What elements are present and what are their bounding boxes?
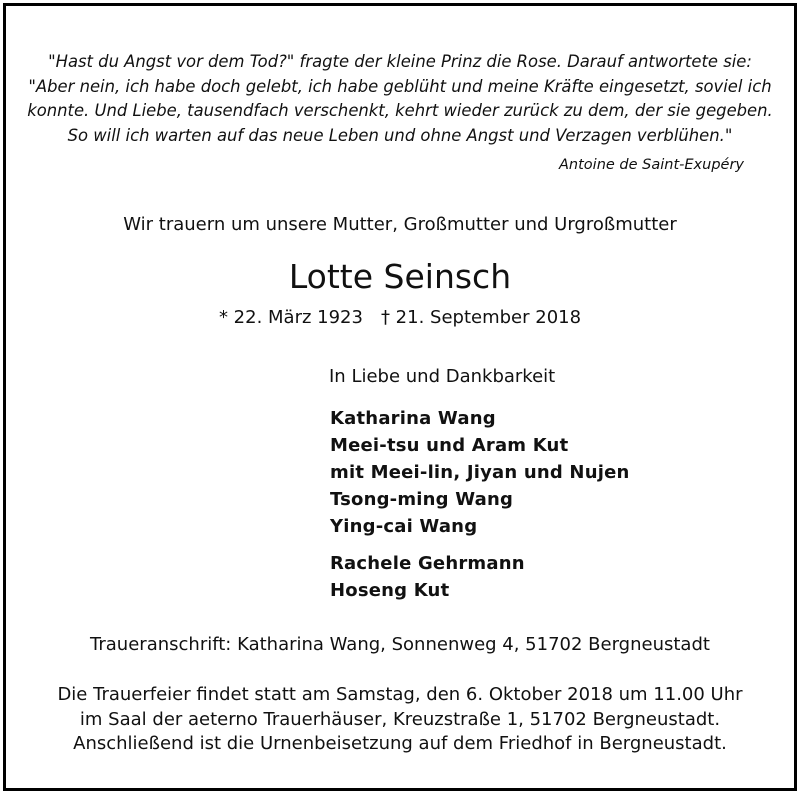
quote-line: So will ich warten auf das neue Leben und ohne Angst und Verzagen verblühen." <box>67 125 733 145</box>
mourner-name: Katharina Wang <box>330 408 496 429</box>
funeral-service-info <box>0 683 800 757</box>
quote-line: "Hast du Angst vor dem Tod?" fragte der kleine Prinz die Rose. Darauf antwortete sie: <box>48 52 752 71</box>
quote-author: Antoine de Saint-Exupéry <box>559 157 744 173</box>
mourner-name: Ying-cai Wang <box>330 516 478 537</box>
quote-line: "Aber nein, ich habe doch gelebt, ich habe geblüht und meine Kräfte eingesetzt, soviel ich <box>28 76 772 96</box>
quote-line: konnte. Und Liebe, tausendfach verschenkt, kehrt wieder zurück zu dem, der sie gegeben. <box>27 101 773 120</box>
service-line: im Saal der aeterno Trauerhäuser, Kreuzstraße 1, 51702 Bergneustadt. <box>79 708 721 730</box>
mourning-intro: Wir trauern um unsere Mutter, Großmutter und Urgroßmutter <box>123 214 677 235</box>
quote-block <box>0 50 800 148</box>
mourners-list-others <box>330 550 525 604</box>
mourning-address: Traueranschrift: Katharina Wang, Sonnenweg 4, 51702 Bergneustadt <box>90 634 710 655</box>
service-line: Die Trauerfeier findet statt am Samstag, den 6. Oktober 2018 um 11.00 Uhr <box>57 684 743 705</box>
mourner-name: mit Meei-lin, Jiyan und Nujen <box>330 462 630 483</box>
deceased-name: Lotte Seinsch <box>288 257 512 296</box>
mourner-name: Hoseng Kut <box>330 580 450 601</box>
mourners-list-family <box>330 405 630 540</box>
birth-date: * 22. März 1923 <box>218 307 363 328</box>
mourners-heading: In Liebe und Dankbarkeit <box>329 366 556 387</box>
mourner-name: Meei-tsu und Aram Kut <box>330 435 569 456</box>
service-line: Anschließend ist die Urnenbeisetzung auf dem Friedhof in Bergneustadt. <box>73 733 727 754</box>
death-date: † 21. September 2018 <box>380 307 582 328</box>
life-dates <box>0 307 800 328</box>
mourner-name: Tsong-ming Wang <box>330 489 514 510</box>
mourner-name: Rachele Gehrmann <box>330 553 525 574</box>
